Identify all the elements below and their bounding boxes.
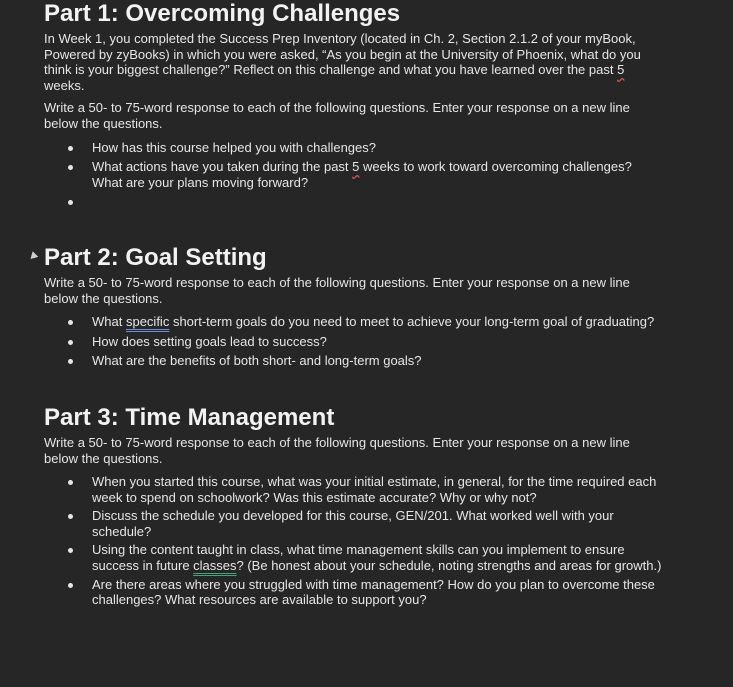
- part2-heading-text: Part 2: Goal Setting: [44, 243, 267, 271]
- question-text: How has this course helped you with challenges?: [92, 139, 377, 155]
- document-body: [44, 0, 664, 608]
- list-item[interactable]: [44, 334, 664, 350]
- bullet-icon: [68, 548, 73, 553]
- part3-instruction[interactable]: Write a 50- to 75-word response to each of the following questions. Enter your response on a new line below the questions.: [44, 434, 630, 466]
- list-item[interactable]: [44, 314, 664, 330]
- bullet-icon: [68, 583, 73, 588]
- question-flagged-word: specific: [125, 314, 170, 330]
- part1-intro-text-a: In Week 1, you completed the Success Prep Inventory (located in Ch. 2, Section 2.1.2 of your myBook, Powered by zyBooks) in which you were asked, “As you begin at the University of Phoenix, what do you think is your biggest challenge?” Reflect on this challenge and what you have learned over the past: [44, 31, 641, 78]
- question-flagged-word: classes: [193, 558, 237, 574]
- list-item[interactable]: [44, 577, 664, 608]
- collapse-arrow-icon[interactable]: [28, 251, 39, 262]
- list-item[interactable]: [44, 474, 664, 505]
- bullet-icon: [68, 165, 73, 170]
- bullet-icon: [68, 340, 73, 345]
- part1-intro[interactable]: [44, 31, 664, 93]
- question-text-b: short-term goals do you need to meet to achieve your long-term goal of graduating?: [169, 314, 655, 330]
- question-text-a: What: [92, 314, 126, 330]
- part2-heading[interactable]: [44, 244, 664, 272]
- question-text: Are there areas where you struggled with time management? How do you plan to overcome these challenges? What resources are available to support you?: [92, 576, 655, 608]
- part1-question-list: [44, 140, 664, 210]
- part3-heading[interactable]: Part 3: Time Management: [44, 403, 335, 431]
- bullet-icon: [68, 514, 73, 519]
- list-item[interactable]: [44, 353, 664, 369]
- bullet-icon: [68, 359, 73, 364]
- question-text-a: Using the content taught in class, what time management skills can you implement to ensure success in future: [92, 542, 625, 574]
- question-text: What are the benefits of both short- and long-term goals?: [92, 353, 422, 369]
- part1-instruction[interactable]: Write a 50- to 75-word response to each of the following questions. Enter your response on a new line below the questions.: [44, 100, 630, 131]
- question-text: When you started this course, what was your initial estimate, in general, for the time required each week to spend on schoolwork? Was this estimate accurate? Why or why not?: [92, 474, 657, 505]
- part1-intro-text-b: weeks.: [44, 77, 85, 93]
- question-text-a: What actions have you taken during the past: [92, 159, 353, 175]
- list-item-empty[interactable]: [44, 194, 664, 210]
- question-text-b: ? (Be honest about your schedule, noting strengths and areas for growth.): [236, 558, 662, 574]
- question-text: How does setting goals lead to success?: [92, 333, 327, 349]
- list-item[interactable]: [44, 542, 664, 573]
- list-item[interactable]: [44, 140, 664, 156]
- question-number: 5: [352, 159, 360, 175]
- part2-question-list: [44, 314, 664, 369]
- list-item[interactable]: [44, 508, 664, 539]
- part1-heading[interactable]: Part 1: Overcoming Challenges: [44, 0, 401, 27]
- bullet-icon: [68, 480, 73, 485]
- part2-instruction[interactable]: Write a 50- to 75-word response to each of the following questions. Enter your response on a new line below the questions.: [44, 274, 630, 306]
- question-text-b: weeks to work toward overcoming challenges? What are your plans moving forward?: [92, 159, 632, 190]
- bullet-icon: [68, 320, 73, 325]
- part1-intro-number: 5: [617, 62, 625, 78]
- bullet-icon: [68, 200, 73, 205]
- list-item[interactable]: [44, 159, 664, 190]
- bullet-icon: [68, 146, 73, 151]
- question-text: Discuss the schedule you developed for this course, GEN/201. What worked well with your schedule?: [92, 508, 614, 539]
- part3-question-list: [44, 474, 664, 608]
